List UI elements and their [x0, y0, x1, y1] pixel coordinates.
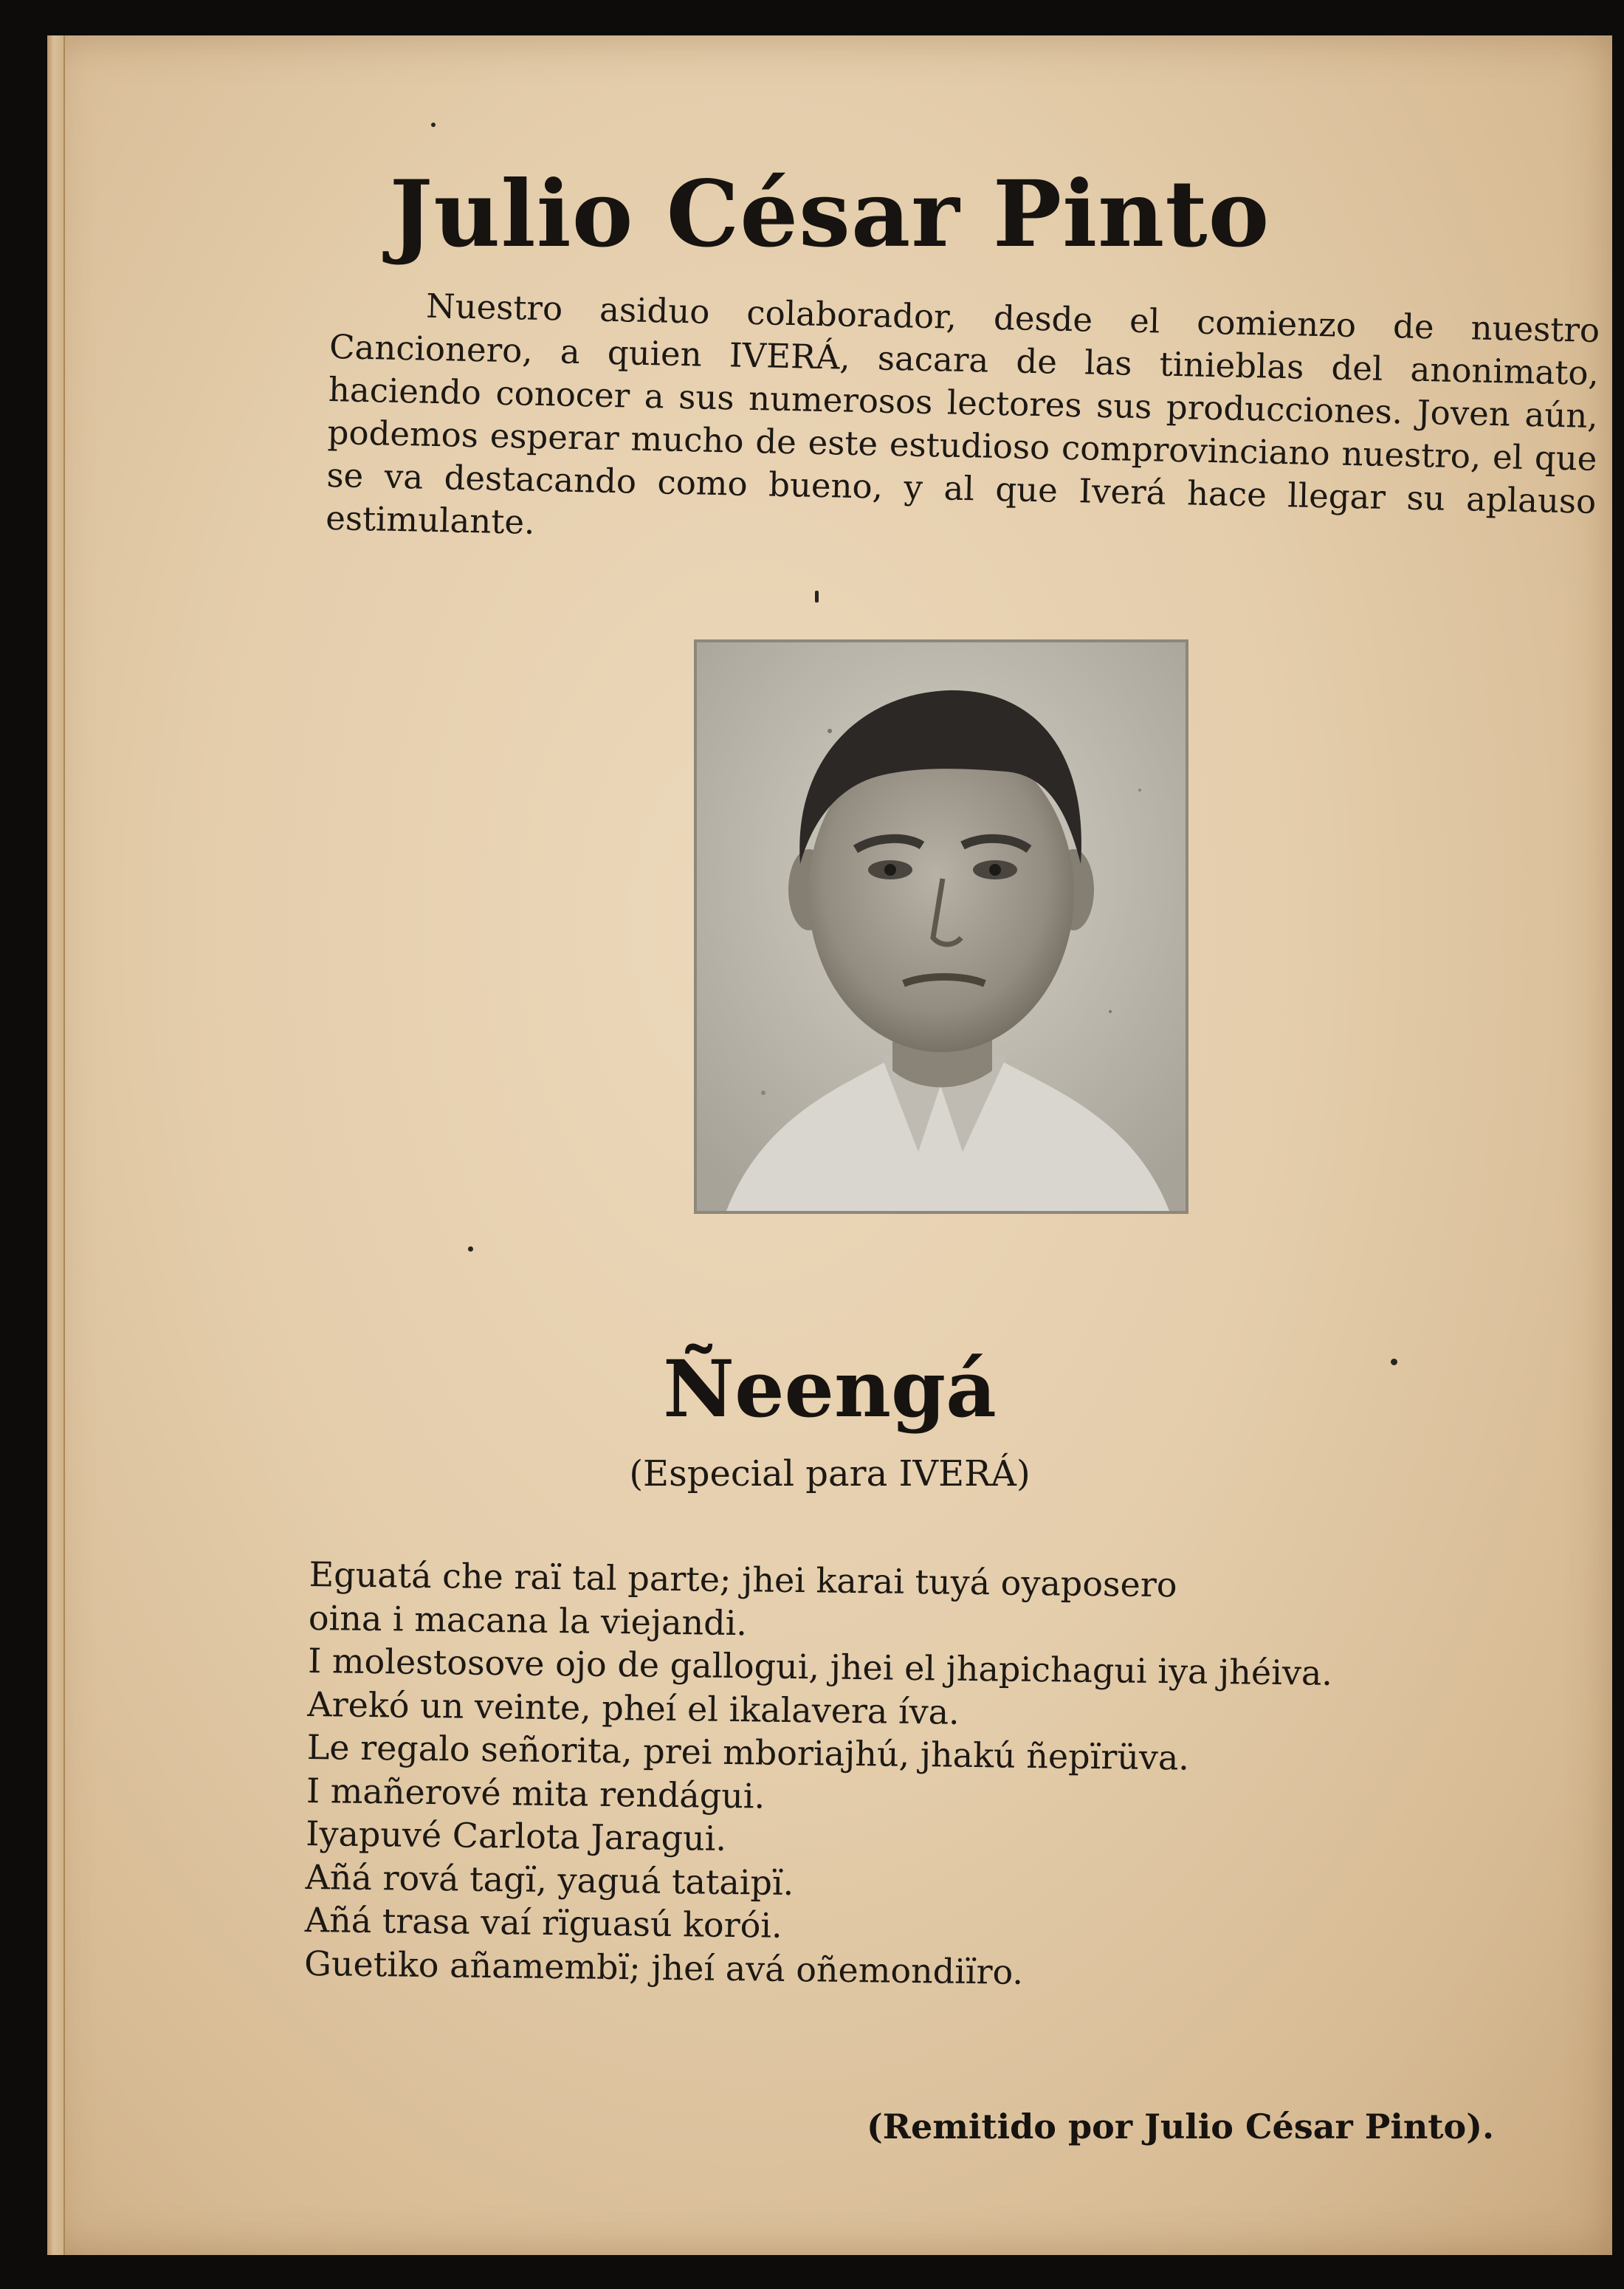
page-title: Julio César Pinto: [389, 161, 1270, 268]
poem-line: Añá trasa vaí rïguasú korói.: [304, 1899, 783, 1946]
poem-line: Eguatá che raï tal parte; jhei karai tuyá oyaposero: [309, 1554, 1177, 1605]
intro-text: Nuestro asiduo colaborador, desde el comienzo de nuestro Cancionero, a quien IVERÁ, sacara de las tinieblas del anonimato, haciendo conocer a sus numerosos lectores sus producciones. Joven aún, podemos esperar mucho de este estudioso comprovinciano nuestro, el que se va destacando como bueno, y al que Iverá hace llegar su aplauso estimulante.: [325, 286, 1600, 542]
poem-line: Iyapuvé Carlota Jaragui.: [306, 1813, 727, 1859]
poem-line: Guetiko añamembï; jheí avá oñemondiïro.: [303, 1943, 1024, 1992]
page-binding-edge: [47, 35, 65, 2255]
portrait-photo-icon: [697, 642, 1186, 1211]
poem-credit: (Remitido por Julio César Pinto).: [867, 2107, 1494, 2146]
paper-speck: [468, 1246, 473, 1252]
poem-line: Añá rová tagï, yaguá tataipï.: [305, 1856, 794, 1903]
magazine-page: [47, 35, 1612, 2255]
poem-line: I mañerové mita rendágui.: [306, 1770, 765, 1816]
paper-speck: [1391, 1359, 1397, 1365]
poem-line: Le regalo señorita, prei mboriajhú, jhakú ñepïrüva.: [306, 1726, 1190, 1778]
poem-subtitle: (Especial para IVERÁ): [629, 1453, 1031, 1494]
poem-line: oina i macana la viejandi.: [308, 1597, 748, 1643]
poem-line: Arekó un veinte, pheí el ikalavera íva.: [307, 1684, 960, 1732]
poem-title: Ñeengá: [663, 1342, 997, 1435]
poem-body: [304, 1553, 1564, 2000]
paper-speck: [815, 591, 819, 603]
portrait-photo: [694, 639, 1188, 1214]
paper-speck: [431, 123, 436, 127]
poem-line: I molestosove ojo de gallogui, jhei el jhapichagui iya jhéiva.: [307, 1640, 1333, 1693]
intro-paragraph: [326, 283, 1600, 566]
